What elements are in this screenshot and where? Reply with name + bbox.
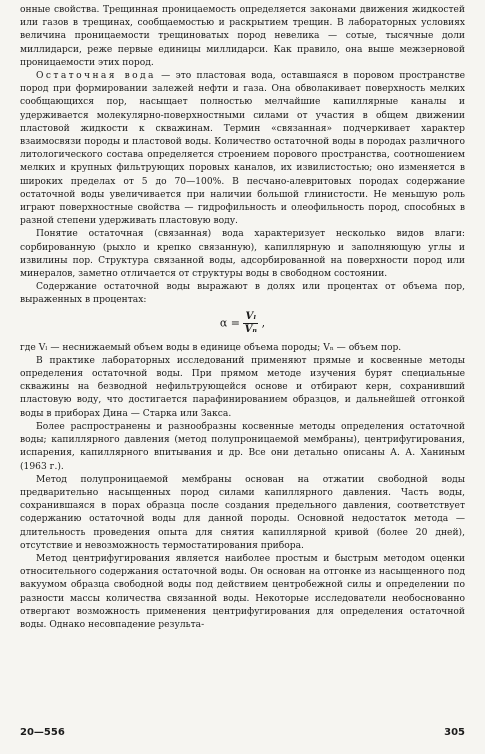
page-number: 305 [444,727,465,738]
term-residual-water: Остаточная вода [36,71,156,82]
formula-trail: , [261,316,266,330]
paragraph-bound-water-types: Понятие остаточная (связанная) вода характеризует несколько видов влаги: сорбированную (рыхло и крепко связанную), капиллярную и заполняющую углы и извилины пор. Структура связанной воды, адсорбированной на поверхности пород или минералов, заметно отличается от структуры воды в свободном состоянии. [20,229,465,280]
saturation-formula [20,311,465,339]
paragraph-content-expression: Содержание остаточной воды выражают в долях или процентах от объема пор, выраженных в процентах: [20,282,465,306]
formula-lhs: α = [219,316,240,330]
formula-numerator: Vₗ [245,310,257,322]
paragraph-formula-legend: где Vₗ — неснижаемый объем воды в единице объема породы; Vₙ — объем пор. [20,342,402,353]
paragraph-membrane-method: Метод полупроницаемой мембраны основан на отжатии свободной воды предварительно насыщенных пород силами капиллярного давления. Часть воды, сохранившаяся в порах образца после создания предельного давления, соответствует содержанию остаточной воды для данной породы. Основной недостаток метода — длительность проведения опыта для снятия капиллярной кривой (более 20 дней), отсутствие и невозможность термостатирования прибора. [20,474,465,551]
page-footer [20,727,465,738]
paragraph-fracture-permeability: онные свойства. Трещинная проницаемость определяется законами движения жидкостей или газов в трещинах, сообщаемостью и раскрытием трещин. В лабораторных условиях величина проницаемости трещиноватых пород невелика — сотые, тысячные доли миллидарси, реже первые единицы миллидарси. Как правило, она выше межзерновой проницаемости этих пород. [20,5,465,68]
paragraph-indirect-methods: Более распространены и разнообразны косвенные методы определения остаточной воды; капиллярного давления (метод полупроницаемой мембраны), центрифугирования, испарения, капиллярного впитывания и др. Все они детально описаны А. А. Ханиным (1963 г.). [20,421,465,472]
formula-denominator: Vₙ [244,323,257,335]
printer-signature: 20—556 [20,727,65,738]
paragraph-residual-water-definition [20,70,465,228]
paragraph-residual-water-body: — это пластовая вода, оставшаяся в поровом пространстве пород при формировании залежей нефти и газа. Она обволакивает поверхность мелких сообщающихся пор, насыщает полностью мелчайшие капиллярные каналы и удерживается молекулярно-поверхностными силами от участия в общем движении пластовой жидкости к скважинам. Термин «связанная» подчеркивает характер взаимосвязи породы и пластовой воды. Количество остаточной воды в породах различного литологического состава определяется строением порового пространства, соотношением мелких и крупных фильтрующих поровых каналов, их извилистостью; оно изменяется в широких пределах от 5 до 70—100%. В песчано-алевритовых породах содержание остаточной воды увеличивается при наличии большой глинистости. Не меньшую роль играют поверхностные свойства — гидрофильность и олеофильность пород, способных в разной степени удерживать пластовую воду. [20,71,465,227]
formula-fraction [243,311,258,336]
paragraph-centrifuge-method: Метод центрифугирования является наиболее простым и быстрым методом оценки относительного содержания остаточной воды. Он основан на отгонке из насыщенного под вакуумом образца свободной воды под действием центробежной силы и определении по разности массы количества связанной воды. Некоторые исследователи необоснованно отвергают возможность применения центрифугирования для определения остаточной воды. Однако несовпадение результа- [20,553,465,630]
paragraph-direct-methods: В практике лабораторных исследований применяют прямые и косвенные методы определения остаточной воды. При прямом методе изучения бурят специальные скважины на безводной нефильтрующейся основе и отбирают керн, сохранивший пластовую воду, что достигается парафинированием образцов, и дальнейшей отгонкой воды в приборах Дина — Старка или Закса. [20,355,465,419]
